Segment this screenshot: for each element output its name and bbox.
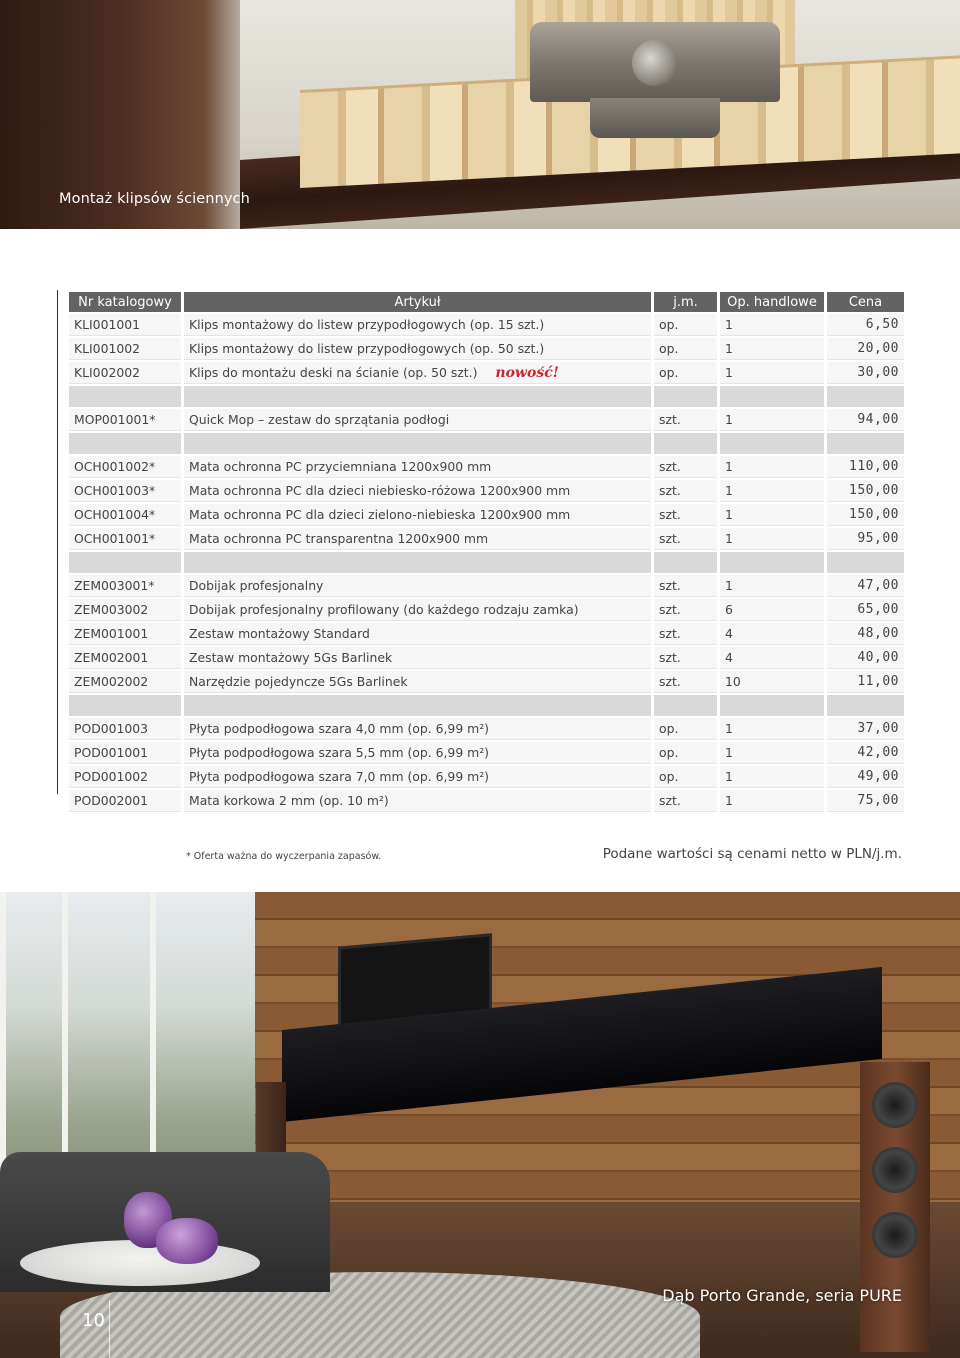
cell-unit bbox=[654, 338, 717, 360]
photo-vase bbox=[156, 1218, 218, 1264]
cell-price-text: 47,00 bbox=[857, 578, 899, 593]
header-catalog-number: Nr katalogowy bbox=[69, 292, 181, 312]
price-table bbox=[66, 290, 907, 814]
cell-pack-text: 1 bbox=[725, 507, 733, 522]
table-row bbox=[69, 790, 904, 812]
cell-price bbox=[827, 314, 904, 336]
cell-price-text: 49,00 bbox=[857, 769, 899, 784]
cell-code bbox=[69, 599, 181, 621]
cell-code bbox=[69, 766, 181, 788]
separator-cell bbox=[184, 433, 651, 454]
cell-pack bbox=[720, 528, 824, 550]
cell-name bbox=[184, 623, 651, 645]
cell-price bbox=[827, 671, 904, 693]
table-group-separator bbox=[69, 386, 904, 407]
table-row bbox=[69, 766, 904, 788]
separator-cell bbox=[827, 695, 904, 716]
cell-price bbox=[827, 528, 904, 550]
cell-pack-text: 1 bbox=[725, 341, 733, 356]
cell-price-text: 37,00 bbox=[857, 721, 899, 736]
separator-cell bbox=[184, 552, 651, 573]
cell-pack bbox=[720, 623, 824, 645]
cell-name-text: Dobijak profesjonalny profilowany (do każdego rodzaju zamka) bbox=[189, 602, 579, 617]
cell-unit-text: szt. bbox=[659, 531, 681, 546]
cell-pack-text: 1 bbox=[725, 317, 733, 332]
cell-unit bbox=[654, 480, 717, 502]
table-row bbox=[69, 338, 904, 360]
cell-code-text: ZEM002002 bbox=[74, 674, 149, 689]
cell-pack bbox=[720, 790, 824, 812]
table-row bbox=[69, 528, 904, 550]
cell-price bbox=[827, 480, 904, 502]
cell-code-text: ZEM002001 bbox=[74, 650, 149, 665]
cell-code bbox=[69, 480, 181, 502]
table-row bbox=[69, 647, 904, 669]
cell-name bbox=[184, 362, 651, 384]
cell-code-text: OCH001002* bbox=[74, 459, 156, 474]
separator-cell bbox=[827, 386, 904, 407]
separator-cell bbox=[827, 433, 904, 454]
cell-code bbox=[69, 338, 181, 360]
cell-name bbox=[184, 528, 651, 550]
cell-unit bbox=[654, 314, 717, 336]
cell-code-text: KLI002002 bbox=[74, 365, 140, 380]
cell-name-text: Mata ochronna PC transparentna 1200x900 mm bbox=[189, 531, 489, 546]
cell-unit bbox=[654, 742, 717, 764]
cell-pack bbox=[720, 314, 824, 336]
cell-code-text: OCH001004* bbox=[74, 507, 156, 522]
cell-pack-text: 1 bbox=[725, 412, 733, 427]
cell-pack-text: 1 bbox=[725, 365, 733, 380]
cell-code bbox=[69, 362, 181, 384]
cell-unit-text: szt. bbox=[659, 602, 681, 617]
cell-price-text: 95,00 bbox=[857, 531, 899, 546]
cell-code-text: POD001001 bbox=[74, 745, 149, 760]
cell-name-text: Zestaw montażowy Standard bbox=[189, 626, 370, 641]
table-body bbox=[69, 314, 904, 812]
cell-price-text: 75,00 bbox=[857, 793, 899, 808]
cell-unit-text: op. bbox=[659, 745, 679, 760]
cell-name-text: Mata ochronna PC dla dzieci niebiesko-różowa 1200x900 mm bbox=[189, 483, 571, 498]
table-row bbox=[69, 480, 904, 502]
table-row bbox=[69, 671, 904, 693]
cell-pack-text: 4 bbox=[725, 650, 733, 665]
table-group-separator bbox=[69, 552, 904, 573]
cell-price-text: 150,00 bbox=[849, 483, 899, 498]
separator-cell bbox=[184, 386, 651, 407]
cell-pack-text: 1 bbox=[725, 483, 733, 498]
cell-price bbox=[827, 790, 904, 812]
top-photo-wall-clip bbox=[0, 0, 960, 229]
cell-code bbox=[69, 671, 181, 693]
cell-unit-text: szt. bbox=[659, 793, 681, 808]
separator-cell bbox=[720, 695, 824, 716]
table-row bbox=[69, 456, 904, 478]
header-price: Cena bbox=[827, 292, 904, 312]
cell-unit-text: szt. bbox=[659, 626, 681, 641]
photo-speaker-driver bbox=[872, 1082, 918, 1128]
cell-name bbox=[184, 790, 651, 812]
cell-unit bbox=[654, 623, 717, 645]
separator-cell bbox=[654, 552, 717, 573]
cell-price-text: 11,00 bbox=[857, 674, 899, 689]
separator-cell bbox=[654, 433, 717, 454]
cell-pack bbox=[720, 766, 824, 788]
cell-pack-text: 6 bbox=[725, 602, 733, 617]
cell-price-text: 110,00 bbox=[849, 459, 899, 474]
cell-name-text: Dobijak profesjonalny bbox=[189, 578, 324, 593]
table-row bbox=[69, 742, 904, 764]
cell-pack bbox=[720, 409, 824, 431]
cell-code bbox=[69, 718, 181, 740]
cell-name bbox=[184, 504, 651, 526]
cell-code bbox=[69, 504, 181, 526]
cell-name bbox=[184, 647, 651, 669]
separator-cell bbox=[69, 386, 181, 407]
cell-pack-text: 1 bbox=[725, 721, 733, 736]
cell-code-text: MOP001001* bbox=[74, 412, 156, 427]
cell-pack bbox=[720, 362, 824, 384]
cell-name-text: Płyta podpodłogowa szara 5,5 mm (op. 6,99 m²) bbox=[189, 745, 490, 760]
cell-pack bbox=[720, 599, 824, 621]
cell-unit-text: op. bbox=[659, 721, 679, 736]
cell-unit bbox=[654, 718, 717, 740]
cell-code bbox=[69, 623, 181, 645]
separator-cell bbox=[827, 552, 904, 573]
cell-name bbox=[184, 314, 651, 336]
cell-unit bbox=[654, 766, 717, 788]
cell-pack bbox=[720, 456, 824, 478]
photo-speaker-driver bbox=[872, 1212, 918, 1258]
page-number: 10 bbox=[82, 1310, 105, 1331]
cell-unit bbox=[654, 647, 717, 669]
cell-unit bbox=[654, 599, 717, 621]
cell-pack bbox=[720, 504, 824, 526]
cell-code bbox=[69, 790, 181, 812]
cell-name-text: Mata korkowa 2 mm (op. 10 m²) bbox=[189, 793, 389, 808]
cell-name-text: Płyta podpodłogowa szara 4,0 mm (op. 6,99 m²) bbox=[189, 721, 490, 736]
cell-price bbox=[827, 718, 904, 740]
table-left-rule bbox=[57, 290, 58, 794]
footnote: * Oferta ważna do wyczerpania zapasów. bbox=[186, 851, 382, 862]
cell-name bbox=[184, 575, 651, 597]
separator-cell bbox=[654, 386, 717, 407]
separator-cell bbox=[184, 695, 651, 716]
table-row bbox=[69, 718, 904, 740]
cell-name-text: Quick Mop – zestaw do sprzątania podłogi bbox=[189, 412, 450, 427]
table-group-separator bbox=[69, 433, 904, 454]
table-row bbox=[69, 409, 904, 431]
cell-pack-text: 1 bbox=[725, 745, 733, 760]
cell-code-text: POD001003 bbox=[74, 721, 149, 736]
cell-price bbox=[827, 504, 904, 526]
header-article: Artykuł bbox=[184, 292, 651, 312]
cell-unit bbox=[654, 790, 717, 812]
photo-screw bbox=[632, 40, 678, 86]
cell-unit bbox=[654, 575, 717, 597]
cell-unit-text: szt. bbox=[659, 650, 681, 665]
cell-code bbox=[69, 314, 181, 336]
cell-name-text: Narzędzie pojedyncze 5Gs Barlinek bbox=[189, 674, 408, 689]
cell-name-text: Klips montażowy do listew przypodłogowych (op. 15 szt.) bbox=[189, 317, 545, 332]
new-badge: nowość! bbox=[495, 364, 559, 381]
cell-pack-text: 1 bbox=[725, 531, 733, 546]
cell-price-text: 150,00 bbox=[849, 507, 899, 522]
cell-pack bbox=[720, 338, 824, 360]
cell-code bbox=[69, 575, 181, 597]
cell-pack-text: 1 bbox=[725, 793, 733, 808]
cell-code bbox=[69, 647, 181, 669]
cell-name-text: Płyta podpodłogowa szara 7,0 mm (op. 6,99 m²) bbox=[189, 769, 490, 784]
cell-pack bbox=[720, 718, 824, 740]
cell-unit-text: szt. bbox=[659, 674, 681, 689]
cell-name-text: Klips montażowy do listew przypodłogowych (op. 50 szt.) bbox=[189, 341, 545, 356]
cell-pack bbox=[720, 742, 824, 764]
cell-price-text: 20,00 bbox=[857, 341, 899, 356]
table-row bbox=[69, 504, 904, 526]
cell-pack bbox=[720, 575, 824, 597]
separator-cell bbox=[654, 695, 717, 716]
cell-code-text: KLI001001 bbox=[74, 317, 140, 332]
table-group-separator bbox=[69, 695, 904, 716]
price-note: Podane wartości są cenami netto w PLN/j.m. bbox=[602, 846, 902, 862]
cell-unit bbox=[654, 504, 717, 526]
cell-code-text: ZEM001001 bbox=[74, 626, 149, 641]
cell-code-text: OCH001001* bbox=[74, 531, 156, 546]
cell-price-text: 30,00 bbox=[857, 365, 899, 380]
separator-cell bbox=[720, 386, 824, 407]
cell-unit bbox=[654, 528, 717, 550]
cell-price bbox=[827, 623, 904, 645]
cell-code-text: ZEM003002 bbox=[74, 602, 149, 617]
cell-name bbox=[184, 409, 651, 431]
cell-pack-text: 1 bbox=[725, 459, 733, 474]
cell-code-text: ZEM003001* bbox=[74, 578, 155, 593]
cell-price-text: 65,00 bbox=[857, 602, 899, 617]
cell-price-text: 40,00 bbox=[857, 650, 899, 665]
photo-speaker-driver bbox=[872, 1147, 918, 1193]
cell-code-text: KLI001002 bbox=[74, 341, 140, 356]
cell-price bbox=[827, 338, 904, 360]
cell-price-text: 6,50 bbox=[865, 317, 899, 332]
cell-name-text: Klips do montażu deski na ścianie (op. 50 szt.) bbox=[189, 364, 478, 380]
cell-price-text: 94,00 bbox=[857, 412, 899, 427]
cell-code-text: POD002001 bbox=[74, 793, 149, 808]
photo-clip-tab bbox=[590, 98, 720, 138]
cell-code bbox=[69, 528, 181, 550]
cell-pack bbox=[720, 647, 824, 669]
cell-unit-text: szt. bbox=[659, 412, 681, 427]
cell-pack-text: 4 bbox=[725, 626, 733, 641]
cell-unit bbox=[654, 409, 717, 431]
cell-price bbox=[827, 409, 904, 431]
cell-price bbox=[827, 766, 904, 788]
cell-name bbox=[184, 766, 651, 788]
cell-unit bbox=[654, 362, 717, 384]
table-row bbox=[69, 575, 904, 597]
page-number-rule bbox=[109, 1300, 110, 1358]
table-row bbox=[69, 623, 904, 645]
cell-price-text: 42,00 bbox=[857, 745, 899, 760]
cell-code bbox=[69, 742, 181, 764]
cell-unit-text: op. bbox=[659, 769, 679, 784]
cell-name-text: Mata ochronna PC dla dzieci zielono-niebieska 1200x900 mm bbox=[189, 507, 571, 522]
cell-price bbox=[827, 742, 904, 764]
cell-name-text: Mata ochronna PC przyciemniana 1200x900 mm bbox=[189, 459, 492, 474]
cell-name bbox=[184, 671, 651, 693]
cell-name-text: Zestaw montażowy 5Gs Barlinek bbox=[189, 650, 393, 665]
separator-cell bbox=[69, 695, 181, 716]
cell-price bbox=[827, 575, 904, 597]
separator-cell bbox=[720, 433, 824, 454]
table-row bbox=[69, 599, 904, 621]
cell-code-text: POD001002 bbox=[74, 769, 149, 784]
cell-price bbox=[827, 456, 904, 478]
cell-pack-text: 1 bbox=[725, 578, 733, 593]
cell-unit-text: szt. bbox=[659, 578, 681, 593]
cell-unit-text: op. bbox=[659, 365, 679, 380]
cell-unit-text: szt. bbox=[659, 483, 681, 498]
cell-price bbox=[827, 362, 904, 384]
cell-name bbox=[184, 480, 651, 502]
cell-pack bbox=[720, 671, 824, 693]
table-header-row bbox=[69, 292, 904, 312]
cell-name bbox=[184, 742, 651, 764]
separator-cell bbox=[69, 552, 181, 573]
table-row bbox=[69, 314, 904, 336]
top-photo-caption: Montaż klipsów ściennych bbox=[59, 191, 250, 207]
cell-name bbox=[184, 338, 651, 360]
cell-unit bbox=[654, 456, 717, 478]
cell-price bbox=[827, 599, 904, 621]
cell-unit-text: szt. bbox=[659, 459, 681, 474]
cell-price-text: 48,00 bbox=[857, 626, 899, 641]
header-unit: j.m. bbox=[654, 292, 717, 312]
cell-name bbox=[184, 718, 651, 740]
separator-cell bbox=[69, 433, 181, 454]
cell-pack-text: 10 bbox=[725, 674, 741, 689]
cell-unit-text: op. bbox=[659, 317, 679, 332]
bottom-photo-caption: Dąb Porto Grande, seria PURE bbox=[662, 1286, 902, 1305]
cell-name bbox=[184, 599, 651, 621]
header-package: Op. handlowe bbox=[720, 292, 824, 312]
cell-unit-text: op. bbox=[659, 341, 679, 356]
cell-price bbox=[827, 647, 904, 669]
cell-pack-text: 1 bbox=[725, 769, 733, 784]
cell-name bbox=[184, 456, 651, 478]
cell-code bbox=[69, 456, 181, 478]
table-row bbox=[69, 362, 904, 384]
separator-cell bbox=[720, 552, 824, 573]
cell-unit-text: szt. bbox=[659, 507, 681, 522]
cell-unit bbox=[654, 671, 717, 693]
cell-pack bbox=[720, 480, 824, 502]
cell-code-text: OCH001003* bbox=[74, 483, 156, 498]
cell-code bbox=[69, 409, 181, 431]
